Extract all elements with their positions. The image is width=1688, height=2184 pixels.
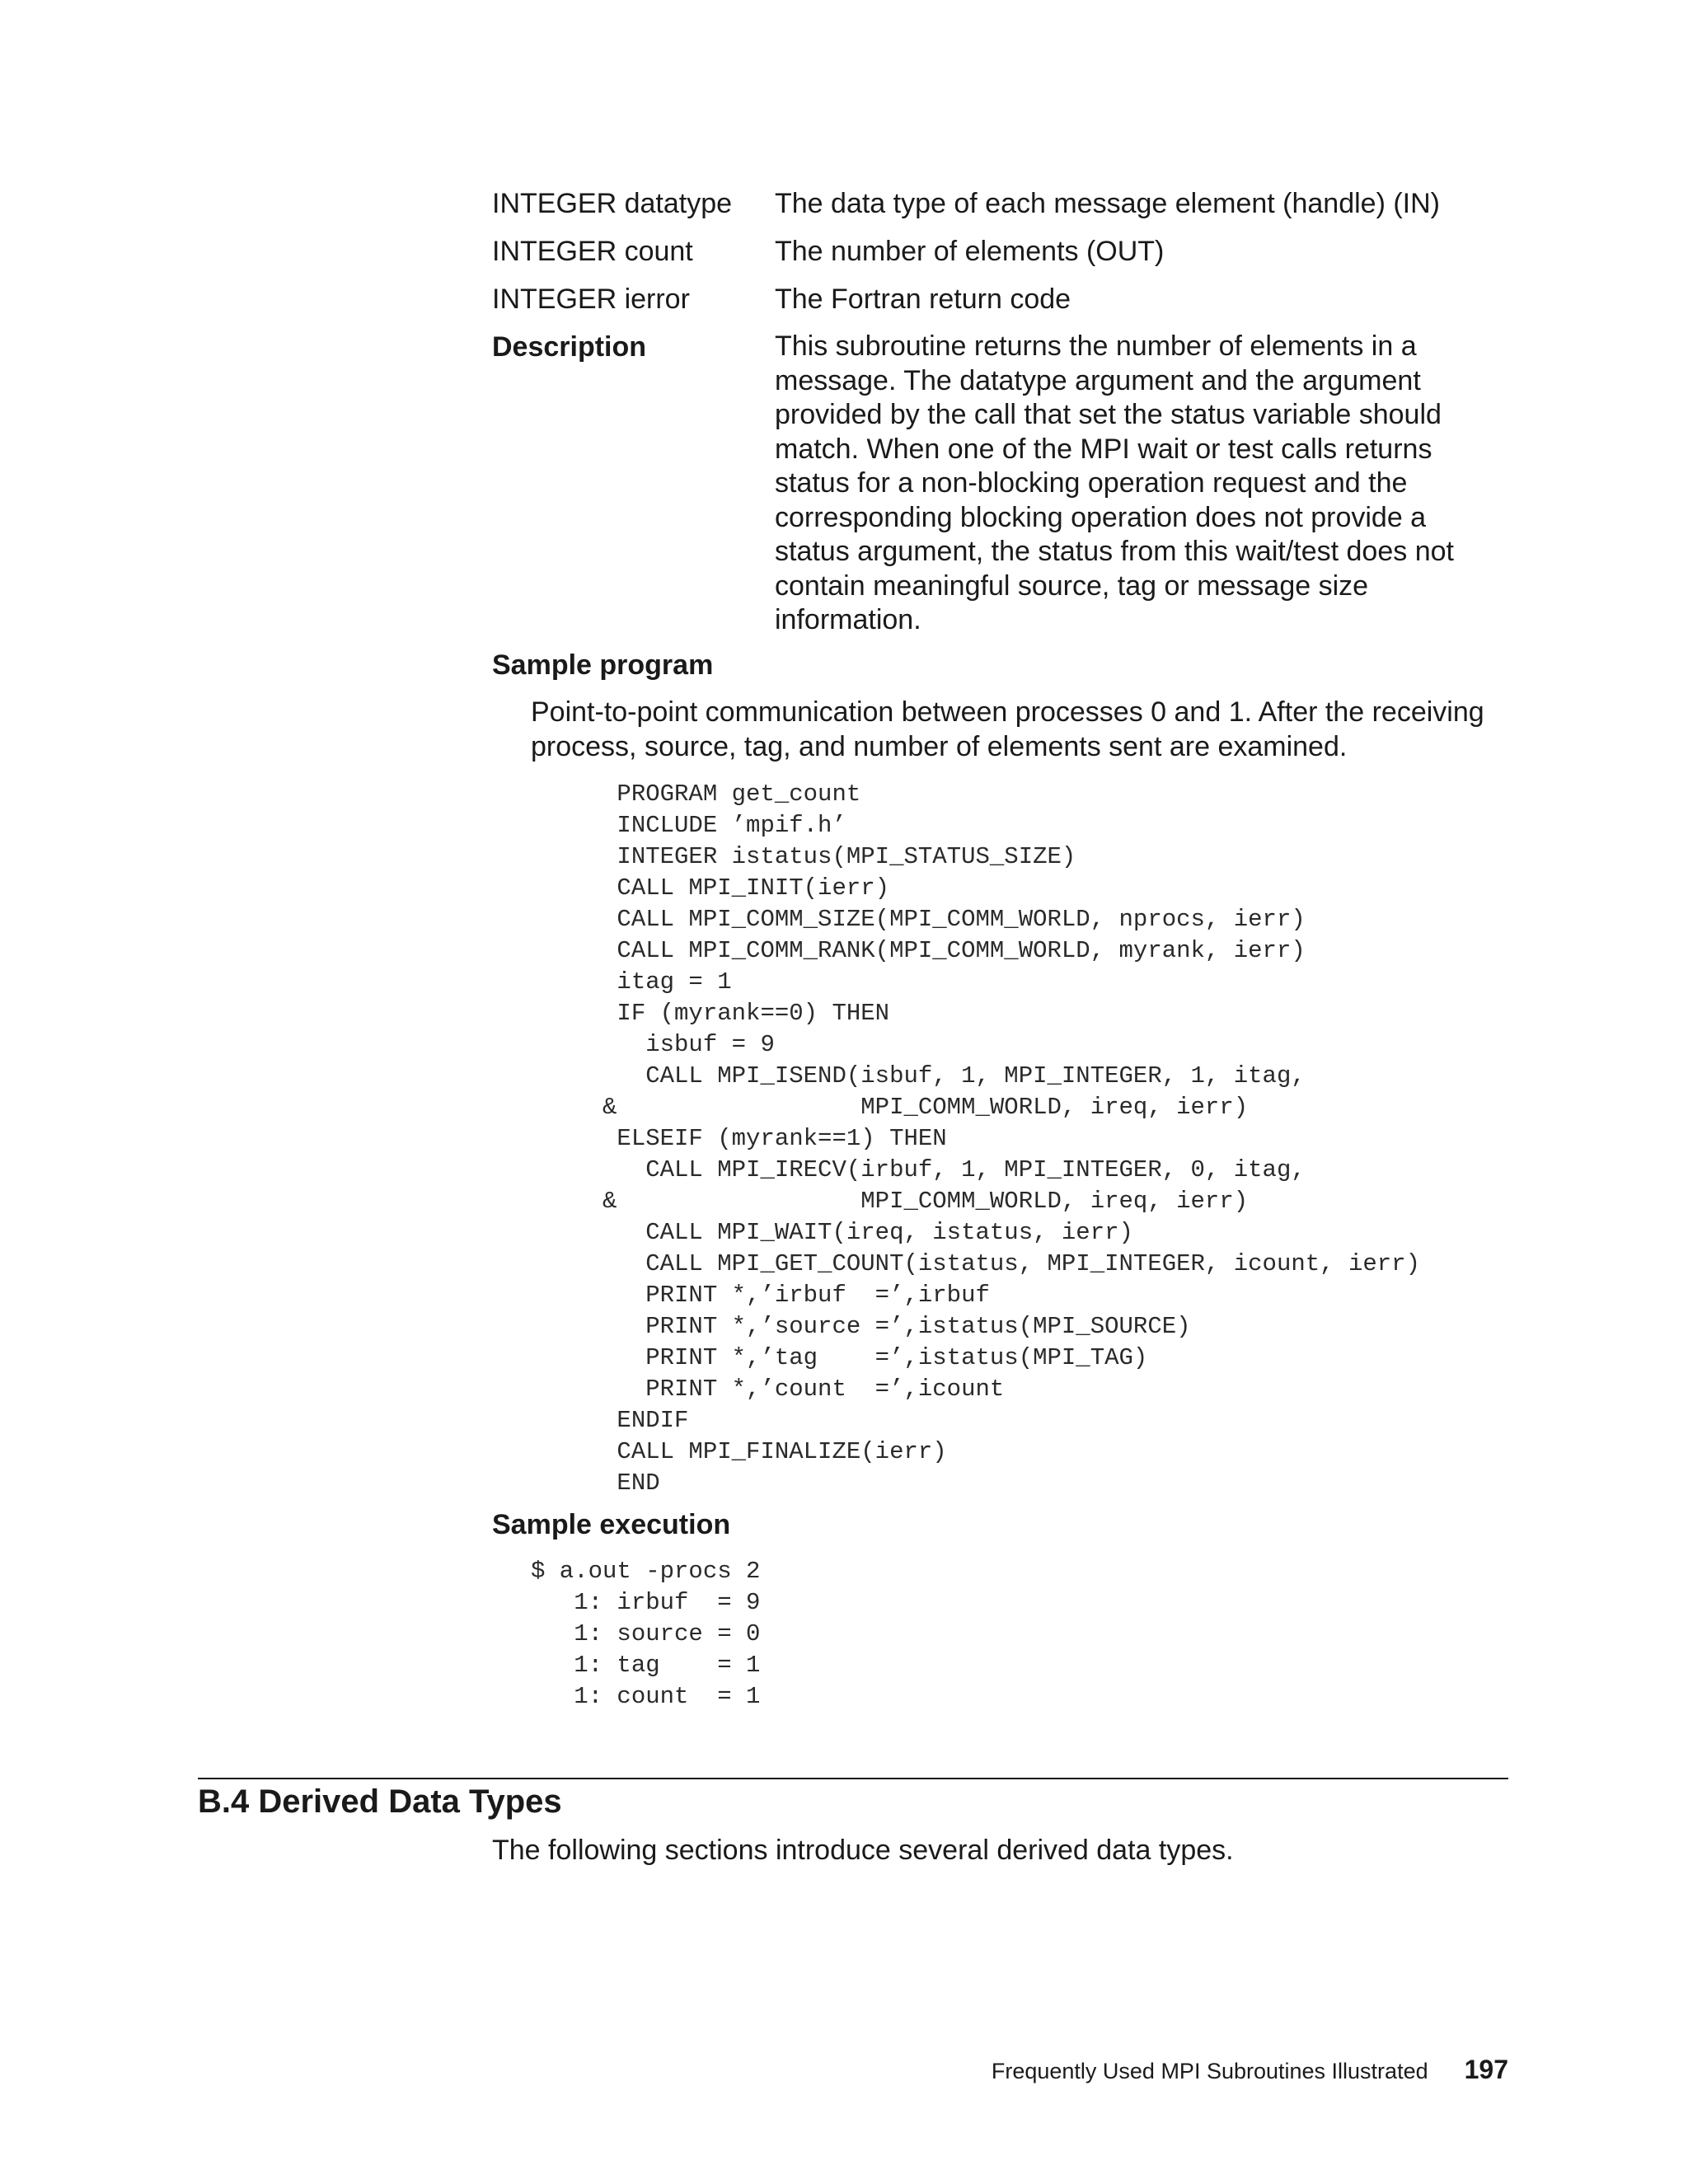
description-line: status argument, the status from this wait/test does not: [775, 536, 1454, 567]
sample-program-heading: Sample program: [492, 649, 714, 681]
param-name: INTEGER count: [492, 236, 693, 267]
page-footer: [992, 2055, 1508, 2085]
sample-program-code: PROGRAM get_count INCLUDE ’mpif.h’ INTEGER istatus(MPI_STATUS_SIZE) CALL MPI_INIT(ierr) CALL MPI_COMM_SIZE(MPI_COMM_WORLD, nprocs, ierr) CALL MPI_COMM_RANK(MPI_COMM_WORLD, myrank, ierr) itag = 1 IF (myrank==0) THEN isbuf = 9 CALL MPI_ISEND(isbuf, 1, MPI_INTEGER, 1, itag, & MPI_COMM_WORLD, ireq, ierr) ELSEIF (myrank==1) THEN CALL MPI_IRECV(irbuf, 1, MPI_INTEGER, 0, itag, & MPI_COMM_WORLD, ireq, ierr) CALL MPI_WAIT(ireq, istatus, ierr) CALL MPI_GET_COUNT(istatus, MPI_INTEGER, icount, ierr) PRINT *,’irbuf =’,irbuf PRINT *,’source =’,istatus(MPI_SOURCE) PRINT *,’tag =’,istatus(MPI_TAG) PRINT *,’count =’,icount ENDIF CALL MPI_FINALIZE(ierr) END: [603, 780, 1420, 1497]
description-line: corresponding blocking operation does not provide a: [775, 501, 1427, 533]
section-title: B.4 Derived Data Types: [198, 1783, 562, 1820]
intro-line: Point-to-point communication between processes 0 and 1. After the receiving: [531, 696, 1484, 728]
param-name: INTEGER ierror: [492, 284, 690, 315]
section-text: The following sections introduce several derived data types.: [492, 1835, 1234, 1866]
sample-execution-heading: Sample execution: [492, 1509, 731, 1540]
param-row-datatype: [492, 186, 1522, 221]
description-line: This subroutine returns the number of elements in a: [775, 330, 1417, 362]
description-row: [492, 330, 1522, 638]
description-line: status for a non-blocking operation request and the: [775, 467, 1408, 499]
description-text: [775, 330, 1484, 638]
sample-execution-output: $ a.out -procs 2 1: irbuf = 9 1: source = 0 1: tag = 1 1: count = 1: [531, 1558, 761, 1710]
description-line: information.: [775, 604, 921, 635]
intro-line: process, source, tag, and number of elements sent are examined.: [531, 731, 1348, 762]
param-description: The number of elements (OUT): [775, 236, 1165, 267]
description-line: provided by the call that set the status variable should: [775, 399, 1442, 430]
param-row-ierror: [492, 282, 1522, 316]
page-number: 197: [1464, 2055, 1508, 2084]
description-line: contain meaningful source, tag or message size: [775, 569, 1369, 602]
description-label: Description: [492, 331, 647, 363]
section-divider: [198, 1778, 1508, 1779]
param-description: The data type of each message element (handle) (IN): [775, 188, 1440, 219]
sample-program-intro: [531, 695, 1520, 764]
param-name: INTEGER datatype: [492, 188, 733, 219]
description-line: message. The datatype argument and the argument: [775, 364, 1421, 396]
description-line: match. When one of the MPI wait or test calls returns: [775, 433, 1432, 465]
param-row-count: [492, 234, 1522, 269]
param-description: The Fortran return code: [775, 284, 1071, 315]
footer-title: Frequently Used MPI Subroutines Illustrated: [991, 2059, 1428, 2083]
